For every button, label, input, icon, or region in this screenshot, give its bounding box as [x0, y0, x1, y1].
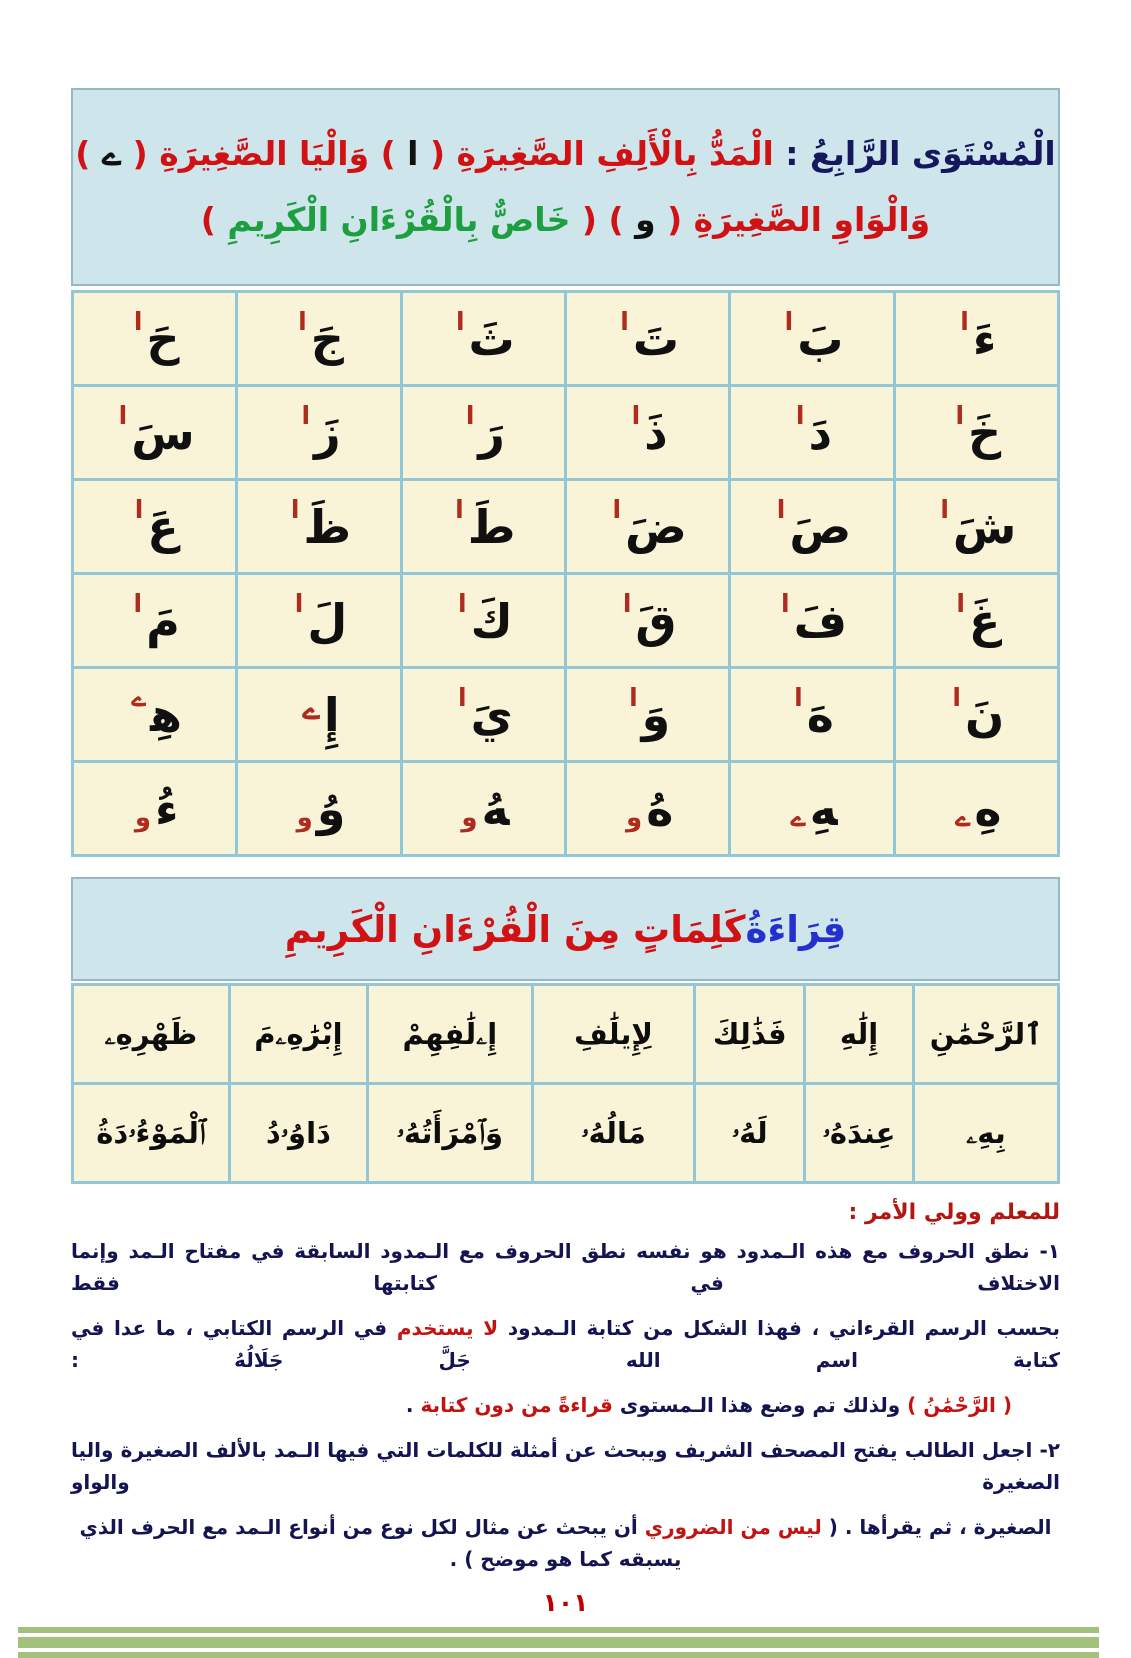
word-cell: فَذَٰلِكَ — [696, 986, 803, 1082]
word-cell: بِهِۦ — [915, 1085, 1057, 1181]
note-2-line-2 — [71, 1511, 1060, 1575]
letter-glyph: دَ — [808, 405, 833, 460]
letter-glyph: ءُ — [155, 781, 179, 836]
words-title-red: كَلِمَاتٍ مِنَ الْقُرْءَانِ الْكَرِيمِ — [284, 907, 746, 951]
small-madd-letter: و — [626, 802, 643, 833]
small-madd-letter: ا — [784, 307, 794, 336]
letter-glyph: زَ — [314, 405, 341, 460]
bottom-stripes-decoration — [18, 1627, 1099, 1658]
small-madd-letter: ے — [131, 683, 147, 712]
small-madd-letter: ا — [612, 495, 622, 524]
word-cell: إِۦلَٰفِهِمْ — [369, 986, 531, 1082]
note-text: ١- نطق الحروف مع هذه الـمدود هو نفسه نطق الحروف مع الـمدود السابقة في مفتاح الـمد وإنما الاختلاف في كتابتها فقط — [71, 1239, 1060, 1295]
letter-glyph: صَ — [789, 499, 852, 554]
small-madd-letter: ا — [629, 683, 638, 712]
small-madd-letter: ا — [776, 495, 786, 524]
note-1-line-2 — [71, 1312, 1060, 1376]
word-cell: إِبْرَٰهِۦمَ — [231, 986, 366, 1082]
title-red-5: ) — [597, 200, 636, 239]
letter-cell — [403, 387, 564, 478]
letter-cell — [896, 669, 1057, 760]
small-madd-letter: ا — [465, 401, 475, 430]
small-madd-letter: ا — [455, 495, 464, 524]
title-red-7: ) — [200, 200, 228, 239]
letter-cell — [403, 669, 564, 760]
small-madd-letter: ا — [301, 401, 311, 430]
small-madd-letter: ے — [302, 691, 320, 727]
word-cell: وَٱمْرَأَتُهُۥ — [369, 1085, 531, 1181]
notes-section — [71, 1200, 1060, 1575]
letter-cell-row — [74, 763, 1057, 854]
notes-heading: للمعلم وولي الأمر : — [848, 1200, 1060, 1225]
letter-cell — [238, 387, 399, 478]
stripe-thin-bottom — [18, 1652, 1099, 1658]
letter-cell — [731, 387, 892, 478]
small-madd-letter: ے — [790, 802, 806, 833]
stripe-thin-top — [18, 1627, 1099, 1633]
note-highlight: قراءةً من دون كتابة — [420, 1393, 613, 1417]
letter-cell — [567, 669, 728, 760]
title-line-1 — [73, 135, 1058, 173]
note-text: . — [405, 1393, 421, 1417]
small-madd-letter: ا — [631, 401, 641, 430]
letter-cell — [238, 575, 399, 666]
note-text: أن يبحث عن مثال لكل نوع من أنواع الـمد مع الحرف الذي يسبقه كما هو موضح ) . — [79, 1515, 682, 1571]
letter-glyph: وَ — [641, 687, 671, 742]
letter-cell — [238, 763, 399, 854]
letter-glyph: ءَ — [972, 311, 997, 366]
word-cell: لَهُۥ — [696, 1085, 803, 1181]
stripe-thick — [18, 1637, 1099, 1648]
letter-glyph: جَ — [310, 311, 344, 366]
small-madd-letter: ا — [794, 683, 803, 712]
letter-cell — [403, 293, 564, 384]
small-madd-letter: ا — [956, 589, 965, 618]
title-red-2: ) وَالْيَا الصَّغِيرَةِ ( — [121, 134, 408, 174]
letter-cell — [731, 481, 892, 572]
small-alif-sample: ا — [407, 134, 419, 174]
small-madd-letter: ا — [781, 589, 790, 618]
note-text: الصغيرة ، ثم يقرأها . ( — [821, 1515, 1052, 1539]
letter-cell — [731, 293, 892, 384]
letter-glyph: رَ — [478, 405, 505, 460]
letter-cell — [731, 669, 892, 760]
letter-cell — [74, 293, 235, 384]
letter-cell — [74, 387, 235, 478]
letter-cell-row — [74, 293, 1057, 384]
letter-glyph: مَ — [146, 593, 180, 648]
letter-cell — [731, 763, 892, 854]
word-cell: مَالُهُۥ — [534, 1085, 694, 1181]
letter-cell — [403, 575, 564, 666]
letter-glyph: حَ — [146, 311, 180, 366]
letter-cell — [74, 575, 235, 666]
small-madd-letter: ا — [940, 495, 949, 524]
letter-glyph: ﻫِ — [150, 687, 182, 742]
small-madd-letter: ا — [118, 401, 128, 430]
letter-cell — [403, 763, 564, 854]
letter-glyph: إِ — [323, 687, 340, 742]
letter-cell-row — [74, 575, 1057, 666]
small-madd-letter: ا — [622, 589, 632, 618]
letter-glyph: طَ — [467, 499, 516, 554]
title-red-1: الْمَدُّ بِالْأَلِفِ الصَّغِيرَةِ ( — [418, 134, 774, 174]
word-cell: ٱلرَّحْمَٰنِ — [915, 986, 1057, 1082]
words-title-box — [71, 877, 1060, 981]
letter-cell — [403, 481, 564, 572]
title-line-2 — [73, 201, 1058, 239]
letter-cell — [896, 575, 1057, 666]
letter-glyph: قَ — [635, 593, 677, 648]
letter-cell — [238, 669, 399, 760]
note-text: ولذلك تم وضع هذا الـمستوى — [612, 1393, 908, 1417]
letter-cell-row — [74, 387, 1057, 478]
title-red-4: وَالْوَاوِ الصَّغِيرَةِ ( — [655, 200, 931, 239]
title-red-6: ( — [570, 200, 597, 239]
letter-cell — [896, 293, 1057, 384]
small-yeh-sample: ے — [101, 134, 122, 174]
small-madd-letter: ا — [795, 401, 805, 430]
word-cell: لِإِيلَٰفِ — [534, 986, 694, 1082]
letter-cell — [567, 481, 728, 572]
letter-cell-row — [74, 669, 1057, 760]
word-cell: دَاوُۥدُ — [231, 1085, 366, 1181]
letter-cell — [567, 387, 728, 478]
letter-cell — [74, 481, 235, 572]
letter-glyph: نَ — [965, 687, 1005, 742]
letter-glyph: تَ — [632, 311, 680, 366]
word-cell: ٱلْمَوْءُۥدَةُ — [74, 1085, 228, 1181]
note-text: في الرسم الكتابي ، ما عدا في كتابة اسم الله جَلَّ جَلَالُهُ : — [71, 1316, 1060, 1372]
letter-glyph: فَ — [793, 593, 848, 648]
letter-glyph: ﻪِ — [809, 781, 838, 836]
note-1-line-1 — [71, 1235, 1060, 1299]
title-red-3: ) — [75, 134, 102, 174]
word-cell: ظَهْرِهِۦ — [74, 986, 228, 1082]
small-madd-letter: ا — [290, 495, 300, 524]
quran-only-note: خَاصٌّ بِالْقُرْءَانِ الْكَرِيمِ — [227, 200, 571, 239]
letter-glyph: وُ — [316, 781, 346, 836]
letter-glyph: هُ — [646, 781, 674, 836]
letter-cell — [896, 481, 1057, 572]
small-madd-letter: ا — [298, 307, 307, 336]
small-madd-letter: ا — [294, 589, 304, 618]
letter-cell-row — [74, 481, 1057, 572]
note-highlight: لا يستخدم — [396, 1316, 499, 1340]
letter-cell — [731, 575, 892, 666]
small-madd-letter: ا — [457, 589, 467, 618]
small-madd-letter: و — [461, 802, 478, 833]
letter-glyph: خَ — [968, 405, 1002, 460]
small-madd-letter: ا — [133, 589, 143, 618]
letter-glyph: سَ — [131, 405, 195, 460]
letter-glyph: ظَ — [303, 499, 352, 554]
letter-cell — [567, 293, 728, 384]
level-title-box — [71, 88, 1060, 286]
small-madd-letter: و — [296, 802, 313, 833]
letter-cell — [567, 763, 728, 854]
letter-cell — [74, 669, 235, 760]
page-number: ١٠١ — [542, 1588, 589, 1617]
note-text: بحسب الرسم القرءاني ، فهذا الشكل من كتابة الـمدود — [498, 1316, 1060, 1340]
small-madd-letter: ے — [955, 802, 971, 833]
letter-cell — [567, 575, 728, 666]
letter-glyph: لَ — [307, 593, 348, 648]
letter-cell — [896, 387, 1057, 478]
letter-glyph: بَ — [797, 311, 844, 366]
note-1-line-3 — [71, 1389, 1060, 1421]
note-highlight: ليس من الضروري — [644, 1515, 822, 1539]
letter-cell — [74, 763, 235, 854]
note-highlight: ( الرَّحْمَٰنُ ) — [907, 1393, 1012, 1417]
letter-cell — [238, 481, 399, 572]
word-cell-row — [74, 1085, 1057, 1181]
small-madd-letter: و — [134, 802, 152, 833]
letter-cell — [896, 763, 1057, 854]
small-waw-sample: و — [635, 200, 656, 239]
word-cell: عِندَهُۥ — [806, 1085, 912, 1181]
letter-cell — [238, 293, 399, 384]
letter-glyph: غَ — [968, 593, 1001, 648]
letter-glyph: ثَ — [468, 311, 515, 366]
letter-glyph: ضَ — [625, 499, 687, 554]
letter-glyph: ذَ — [644, 405, 668, 460]
letter-glyph: شَ — [952, 499, 1017, 554]
letter-glyph: ﻪُ — [481, 781, 510, 836]
words-title-blue: قِرَاءَةُ — [745, 907, 847, 951]
letters-table — [71, 290, 1060, 857]
small-madd-letter: ا — [952, 683, 961, 712]
note-text: ٢- اجعل الطالب يفتح المصحف الشريف ويبحث عن أمثلة للكلمات التي فيها الـمد بالألف الصغيرة واليا الصغيرة والواو — [71, 1438, 1060, 1494]
small-madd-letter: ا — [455, 307, 465, 336]
letter-glyph: كَ — [470, 593, 513, 648]
small-madd-letter: ا — [133, 307, 143, 336]
letter-glyph: هَ — [806, 687, 834, 742]
letter-glyph: عَ — [147, 499, 179, 554]
words-table — [71, 983, 1060, 1184]
letter-glyph: يَ — [470, 687, 513, 742]
word-cell-row — [74, 986, 1057, 1082]
small-madd-letter: ا — [134, 495, 144, 524]
small-madd-letter: ا — [620, 307, 629, 336]
level-label: الْمُسْتَوَى الرَّابِعُ : — [773, 134, 1056, 174]
note-2-line-1 — [71, 1434, 1060, 1498]
small-madd-letter: ا — [955, 401, 965, 430]
letter-glyph: هِ — [974, 781, 1002, 836]
word-cell: إِلَٰهِ — [806, 986, 912, 1082]
small-madd-letter: ا — [457, 683, 467, 712]
small-madd-letter: ا — [960, 307, 969, 336]
